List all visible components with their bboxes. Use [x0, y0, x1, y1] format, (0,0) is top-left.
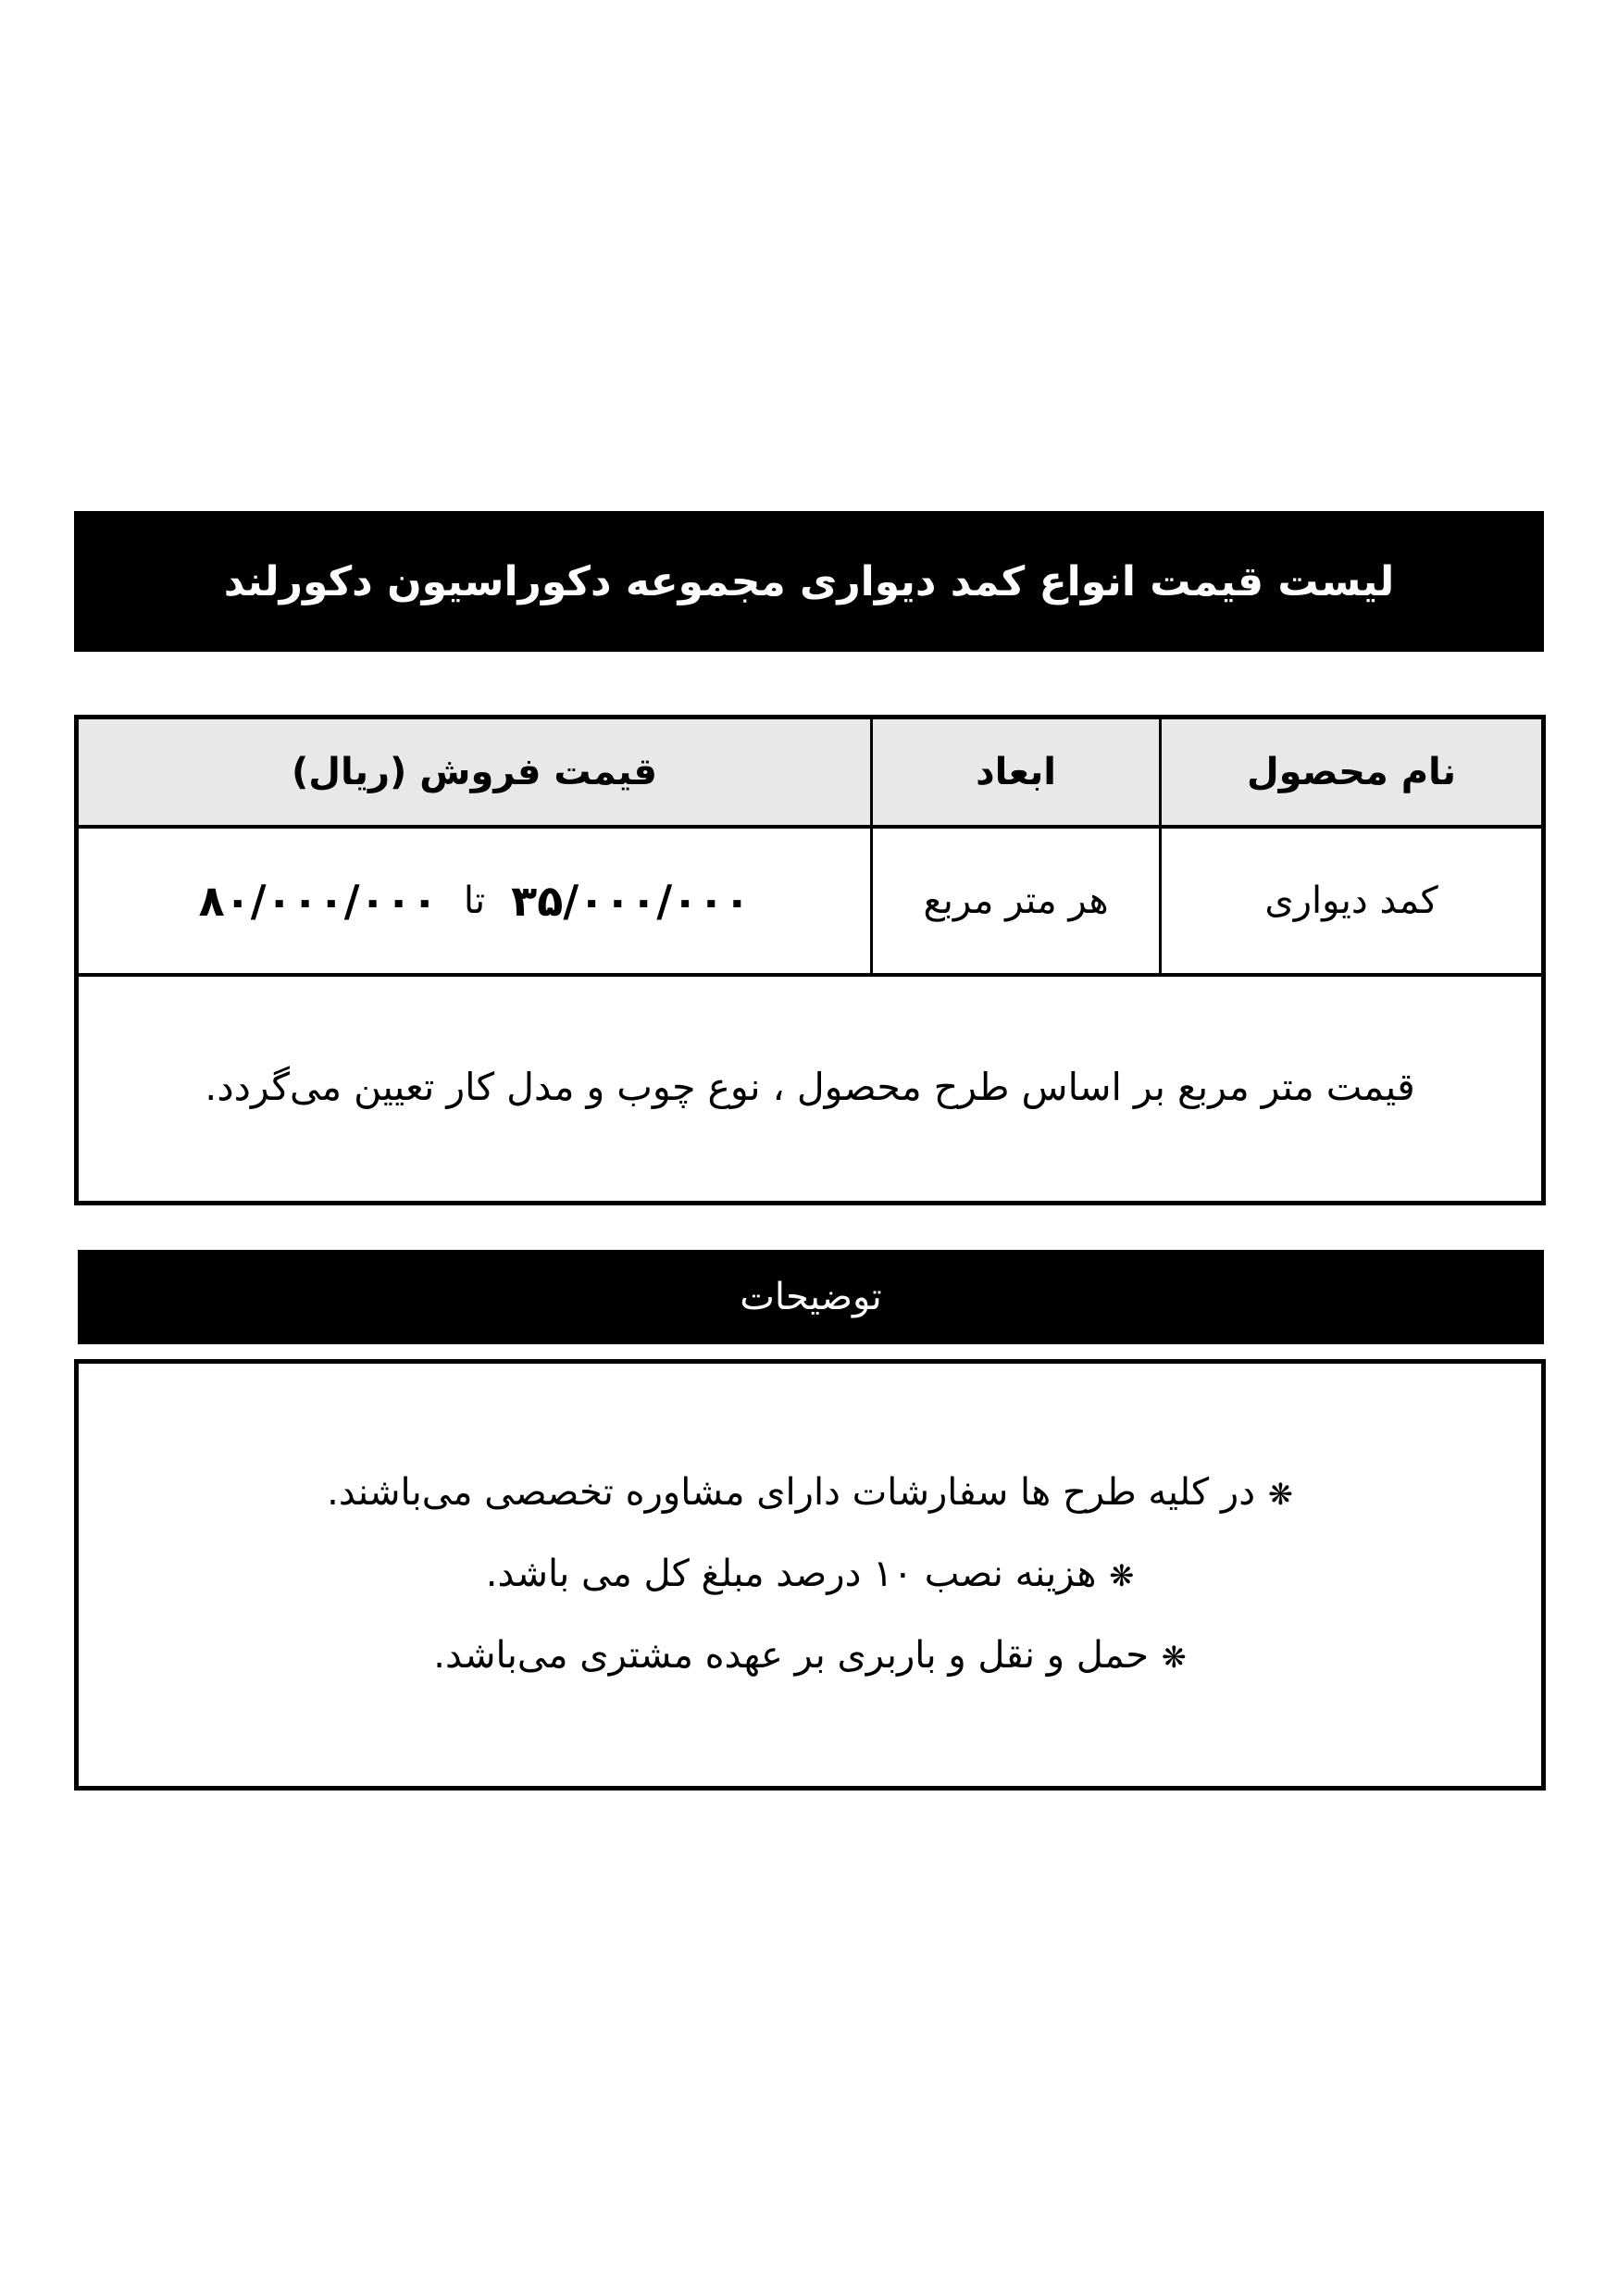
price-table: [74, 715, 1546, 1205]
page-title-bar: [74, 511, 1544, 652]
notes-header-bar: [78, 1250, 1544, 1344]
table-header-row: [79, 719, 1541, 829]
list-item: [433, 1616, 1186, 1697]
asterisk-bullet-icon: ❋: [1268, 1477, 1293, 1512]
price-cell: [79, 829, 870, 973]
list-item: [486, 1534, 1134, 1616]
product-name-cell: کمد دیواری: [1159, 829, 1541, 973]
price-from: ۳۵/۰۰۰/۰۰۰: [511, 876, 751, 926]
price-note: قیمت متر مربع بر اساس طرح محصول ، نوع چوب و مدل کار تعیین می‌گردد.: [205, 1065, 1415, 1109]
table-row: [79, 829, 1541, 977]
price-to: ۸۰/۰۰۰/۰۰۰: [198, 876, 438, 926]
asterisk-bullet-icon: ❋: [1109, 1558, 1135, 1593]
page-title: لیست قیمت انواع کمد دیواری مجموعه دکوراسیون دکورلند: [223, 557, 1395, 605]
note-text: در کلیه طرح ها سفارشات دارای مشاوره تخصصی می‌باشند.: [327, 1471, 1256, 1514]
notes-box: [74, 1359, 1546, 1791]
header-product-name: نام محصول: [1159, 719, 1541, 825]
dimensions-cell: هر متر مربع: [870, 829, 1159, 973]
asterisk-bullet-icon: ❋: [1161, 1640, 1187, 1675]
header-sale-price: قیمت فروش (ریال): [292, 751, 657, 793]
notes-header: توضیحات: [740, 1276, 882, 1318]
price-range: [199, 876, 751, 926]
price-to-word: تا: [463, 880, 486, 922]
note-text: هزینه نصب ۱۰ درصد مبلغ کل می باشد.: [485, 1553, 1097, 1595]
list-item: [327, 1453, 1293, 1534]
note-text: حمل و نقل و باربری بر عهده مشتری می‌باشد.: [433, 1634, 1149, 1677]
header-dimensions: ابعاد: [870, 719, 1159, 825]
price-note-row: [79, 977, 1541, 1197]
